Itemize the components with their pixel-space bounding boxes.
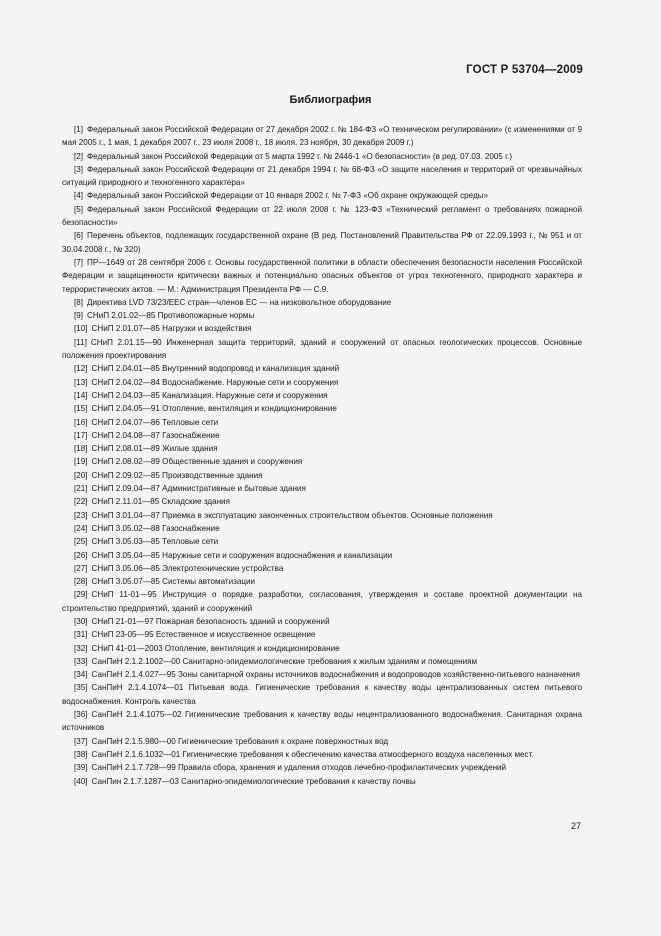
bibliography-entry xyxy=(62,309,582,322)
bibliography-entry xyxy=(62,402,582,415)
entry-text: СанПиН 2.1.7.728—99 Правила сбора, хранения и удаления отходов лечебно-профилактических учреждений xyxy=(91,763,507,773)
entry-text: СНиП 2.01.15—90 Инженерная защита территорий, зданий и сооружений от опасных геологических процессов. Основные положения проектирования xyxy=(62,337,582,361)
bibliography-entry xyxy=(62,761,582,774)
entry-text: СНиП 3.05.07—85 Системы автоматизации xyxy=(91,577,256,587)
entry-number: [34] xyxy=(74,670,88,680)
bibliography-entry xyxy=(62,628,582,641)
entry-text: СНиП 2.04.02—84 Водоснабжение. Наружные сети и сооружения xyxy=(91,377,339,387)
bibliography-entry xyxy=(62,681,582,708)
entry-number: [3] xyxy=(74,164,83,174)
entry-number: [24] xyxy=(74,523,88,533)
entry-text: СНиП 3.05.02—88 Газоснабжение xyxy=(91,523,220,533)
entry-text: СНиП 2.09.04—87 Административные и бытовые здания xyxy=(91,484,306,494)
entry-text: СНиП 2.01.02—85 Противопожарные нормы xyxy=(87,311,255,321)
entry-text: Федеральный закон Российской Федерации от 5 марта 1992 г. № 2446-1 «О безопасности» (в ред. 07.03. 2005 г.) xyxy=(87,151,513,161)
bibliography-entry xyxy=(62,376,582,389)
document-header: ГОСТ Р 53704—2009 xyxy=(466,64,583,76)
entry-number: [23] xyxy=(74,510,88,520)
bibliography-entry xyxy=(62,256,582,296)
bibliography-entry xyxy=(62,362,582,375)
entry-text: СНиП 2.11.01—85 Складские здания xyxy=(91,497,230,507)
entry-number: [33] xyxy=(74,656,88,666)
entry-text: СНиП 2.08.01—89 Жилые здания xyxy=(91,444,218,454)
entry-number: [36] xyxy=(74,710,88,720)
bibliography-entry xyxy=(62,575,582,588)
bibliography-entry xyxy=(62,735,582,748)
entry-number: [10] xyxy=(74,324,88,334)
entry-text: СанПиН 2.1.2.1002—00 Санитарно-эпидемиологические требования к жилым зданиям и помещениям xyxy=(91,656,478,666)
bibliography-entry xyxy=(62,163,582,190)
entry-number: [40] xyxy=(74,776,88,786)
entry-number: [8] xyxy=(74,297,83,307)
entry-number: [22] xyxy=(74,497,88,507)
entry-text: СанПиН 2.1.4.1075—02 Гигиенические требования к качеству воды нецентрализованного водоснабжения. Санитарная охрана источников xyxy=(62,710,582,733)
entry-number: [39] xyxy=(74,763,88,773)
entry-number: [21] xyxy=(74,484,88,494)
entry-number: [16] xyxy=(74,417,88,427)
entry-number: [25] xyxy=(74,537,88,547)
bibliography-entry xyxy=(62,562,582,575)
entry-text: СНиП 2.04.07—86 Тепловые сети xyxy=(91,417,219,427)
entry-text: СНиП 3.01.04—87 Приемка в эксплуатацию законченных строительством объектов. Основные положения xyxy=(91,510,493,520)
entry-text: СанПиН 2.1.6.1032—01 Гигиенические требования к обеспечению качества атмосферного воздуха населенных мест. xyxy=(91,749,534,759)
entry-number: [29] xyxy=(74,590,88,600)
bibliography-entry xyxy=(62,509,582,522)
bibliography-entry xyxy=(62,203,582,230)
entry-number: [15] xyxy=(74,404,88,414)
bibliography-entry xyxy=(62,229,582,256)
entry-text: СНиП 2.08.02—89 Общественные здания и сооружения xyxy=(91,457,303,467)
entry-number: [27] xyxy=(74,563,88,573)
bibliography-entry xyxy=(62,429,582,442)
bibliography-entry xyxy=(62,522,582,535)
entry-text: Федеральный закон Российской Федерации от 27 декабря 2002 г. № 184-ФЗ «О техническом регулировании» (с изменениями от 9 мая 2005 г., 1 мая, 1 декабря 2007 г., 23 июля 2008 г., 18 июля, 23 ноября, 30 декабря 2009 г.) xyxy=(62,125,582,148)
entry-number: [31] xyxy=(74,630,88,640)
bibliography-entry xyxy=(62,535,582,548)
entry-number: [6] xyxy=(74,231,83,241)
entry-text: СНиП 2.04.01—85 Внутренний водопровод и канализация зданий xyxy=(91,364,340,374)
entry-text: СНиП 2.01.07—85 Нагрузки и воздействия xyxy=(91,324,252,334)
entry-number: [28] xyxy=(74,577,88,587)
entry-number: [19] xyxy=(74,457,88,467)
entry-text: СНиП 3.05.04—85 Наружные сети и сооружения водоснабжения и канализации xyxy=(91,550,393,560)
entry-text: ПР—1649 от 28 сентября 2006 г. Основы государственной политики в области обеспечения безопасности населения Российской Федерации и защищенности критически важных и потенциально опасных объектов от угроз техногенного, природного характера и террористических актов. — М.: Администрация Президента РФ — С.9. xyxy=(62,257,582,294)
bibliography-entry xyxy=(62,588,582,615)
entry-number: [11] xyxy=(74,337,87,347)
bibliography-entry xyxy=(62,655,582,668)
bibliography-entry xyxy=(62,389,582,402)
entry-number: [17] xyxy=(74,430,88,440)
entry-text: Федеральный закон Российской Федерации от 10 января 2002 г. № 7-ФЗ «Об охране окружающей среды» xyxy=(87,191,488,201)
entry-text: СанПиН 2.1.4.027—95 Зоны санитарной охраны источников водоснабжения и водопроводов хозяйственно-питьевого назначения xyxy=(91,670,580,680)
bibliography-entry xyxy=(62,642,582,655)
entry-number: [12] xyxy=(74,364,88,374)
entry-number: [20] xyxy=(74,470,88,480)
entry-number: [14] xyxy=(74,390,88,400)
entry-number: [18] xyxy=(74,444,88,454)
entry-text: СНиП 23-05—95 Естественное и искусственное освещение xyxy=(91,630,316,640)
bibliography-entry xyxy=(62,189,582,202)
entry-number: [7] xyxy=(74,257,83,267)
entry-number: [38] xyxy=(74,749,88,759)
entry-text: СНиП 41-01—2003 Отопление, вентиляция и кондиционирование xyxy=(91,643,340,653)
entry-number: [2] xyxy=(74,151,83,161)
entry-number: [35] xyxy=(74,683,88,693)
page-number: 27 xyxy=(570,821,581,831)
entry-text: Федеральный закон Российской Федерации от 22 июля 2008 г. № 123-ФЗ «Технический регламент о требованиях пожарной безопасности» xyxy=(62,204,582,228)
entry-text: СНиП 3.05.03—85 Тепловые сети xyxy=(91,537,219,547)
entry-text: СНиП 3.05.06—85 Электротехнические устройства xyxy=(91,563,284,573)
entry-text: СНиП 2.09.02—85 Производственные здания xyxy=(91,470,263,480)
bibliography-entry xyxy=(62,748,582,761)
entry-number: [9] xyxy=(74,311,83,321)
bibliography-entry xyxy=(62,549,582,562)
entry-text: СанПиН 2.1.5.980—00 Гигиенические требования к охране поверхностных вод xyxy=(91,736,389,746)
bibliography-entry xyxy=(62,469,582,482)
entry-text: Перечень объектов, подлежащих государственной охране (В ред. Постановлений Правительства РФ от 22.09.1993 г., № 951 и от 30.04.2008 г., № 320) xyxy=(62,231,582,254)
bibliography-entry xyxy=(62,322,582,335)
entry-text: СанПин 2.1.7.1287—03 Санитарно-эпидемиологические требования к качеству почвы xyxy=(91,776,416,786)
bibliography-entry xyxy=(62,668,582,681)
entry-number: [4] xyxy=(74,191,83,201)
entry-number: [1] xyxy=(74,125,83,134)
page-title: Библиография xyxy=(289,94,372,106)
entry-text: Федеральный закон Российской Федерации от 21 декабря 1994 г. № 68-ФЗ «О защите населения и территорий от чрезвычайных ситуаций природного и техногенного характера» xyxy=(62,164,582,188)
bibliography-list xyxy=(62,123,582,788)
entry-text: СНиП 2.04.05—91 Отопление, вентиляция и кондиционирование xyxy=(91,404,337,414)
entry-text: Директива LVD 73/23/ЕЕС стран—членов ЕС — на низковольтное оборудование xyxy=(87,297,392,307)
entry-text: СанПиН 2.1.4.1074—01 Питьевая вода. Гигиенические требования к качеству воды централизованных систем питьевого водоснабжения. Контроль качества xyxy=(62,683,582,706)
bibliography-entry xyxy=(62,615,582,628)
bibliography-entry xyxy=(62,495,582,508)
bibliography-entry xyxy=(62,708,582,735)
entry-number: [26] xyxy=(74,550,88,560)
bibliography-entry xyxy=(62,416,582,429)
entry-text: СНиП 11-01—95 Инструкция о порядке разработки, согласования, утверждения и составе проектной документации на строительство предприятий, зданий и сооружений xyxy=(62,590,582,613)
bibliography-entry xyxy=(62,150,582,163)
entry-number: [5] xyxy=(74,204,83,214)
entry-number: [32] xyxy=(74,643,88,653)
entry-number: [30] xyxy=(74,616,88,626)
entry-number: [37] xyxy=(74,736,88,746)
bibliography-entry xyxy=(62,336,582,363)
bibliography-entry xyxy=(62,455,582,468)
bibliography-entry xyxy=(62,775,582,788)
bibliography-entry xyxy=(62,442,582,455)
entry-text: СНиП 2.04.03—85 Канализация. Наружные сети и сооружения xyxy=(91,390,328,400)
bibliography-entry xyxy=(62,482,582,495)
entry-number: [13] xyxy=(74,377,88,387)
bibliography-entry xyxy=(62,123,582,150)
entry-text: СНиП 2.04.08—87 Газоснабжение xyxy=(91,430,220,440)
entry-text: СНиП 21-01—97 Пожарная безопасность зданий и сооружений xyxy=(91,616,330,626)
bibliography-entry xyxy=(62,296,582,309)
